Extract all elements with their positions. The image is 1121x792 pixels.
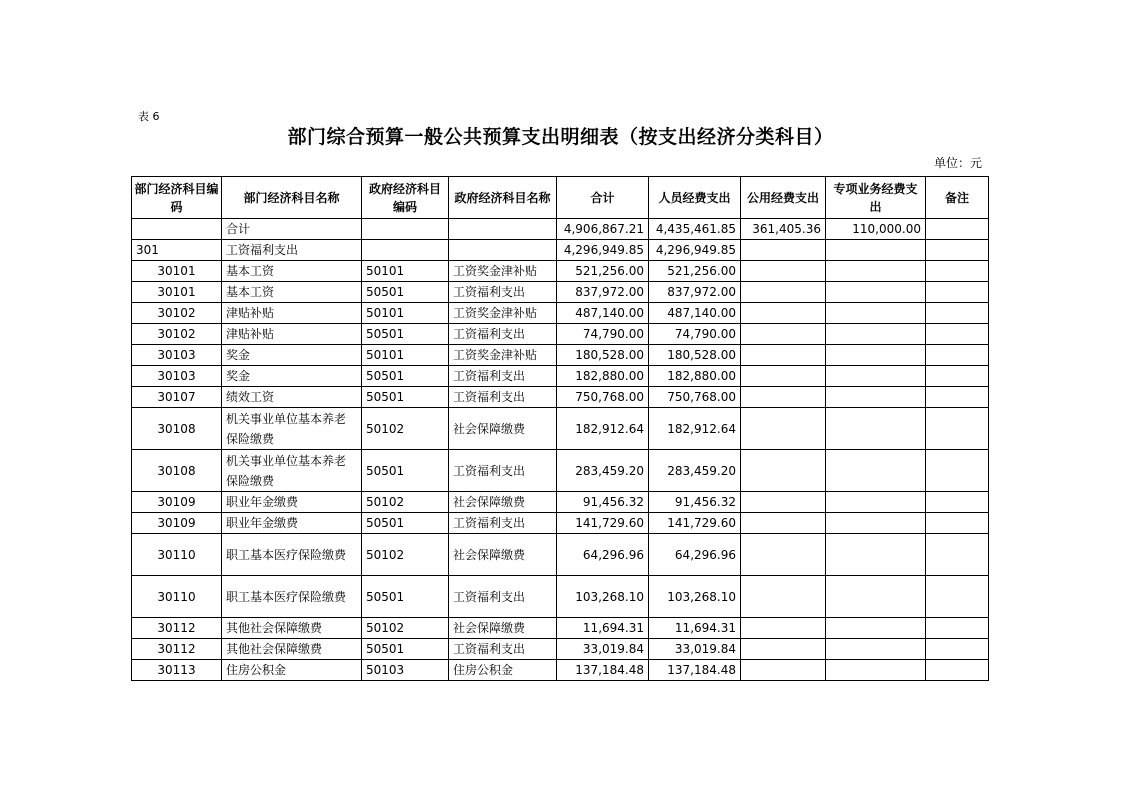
row-personnel: 91,456.32 [649, 492, 741, 513]
summary-gov-code-cell [362, 219, 449, 240]
row-gov-code: 50102 [362, 492, 449, 513]
table-row [132, 660, 989, 681]
row-special [826, 345, 926, 366]
row-remark [926, 576, 989, 618]
header-gov-name: 政府经济科目名称 [449, 177, 557, 219]
row-special [826, 366, 926, 387]
row-dept-code: 30102 [132, 303, 222, 324]
table-row [132, 303, 989, 324]
row-dept-name: 职工基本医疗保险缴费 [222, 576, 362, 618]
row-dept-code: 30113 [132, 660, 222, 681]
row-special [826, 513, 926, 534]
row-gov-name: 工资福利支出 [449, 324, 557, 345]
row-remark [926, 261, 989, 282]
row-total: 33,019.84 [557, 639, 649, 660]
row-personnel: 182,880.00 [649, 366, 741, 387]
row-total: 180,528.00 [557, 345, 649, 366]
row-remark [926, 345, 989, 366]
summary-code-cell [132, 219, 222, 240]
row-total: 64,296.96 [557, 534, 649, 576]
row-total: 91,456.32 [557, 492, 649, 513]
row-dept-name: 职业年金缴费 [222, 513, 362, 534]
row-special [826, 492, 926, 513]
row-remark [926, 513, 989, 534]
row-public [741, 261, 826, 282]
row-public [741, 513, 826, 534]
group-personnel: 4,296,949.85 [649, 240, 741, 261]
header-dept-name: 部门经济科目名称 [222, 177, 362, 219]
group-name: 工资福利支出 [222, 240, 362, 261]
header-personnel: 人员经费支出 [649, 177, 741, 219]
row-public [741, 366, 826, 387]
row-gov-name: 社会保障缴费 [449, 534, 557, 576]
row-dept-name: 津贴补贴 [222, 324, 362, 345]
row-total: 750,768.00 [557, 387, 649, 408]
row-public [741, 534, 826, 576]
table-row [132, 534, 989, 576]
row-dept-name: 机关事业单位基本养老保险缴费 [222, 408, 362, 450]
row-remark [926, 366, 989, 387]
row-gov-code: 50103 [362, 660, 449, 681]
summary-label: 合计 [222, 219, 362, 240]
row-special [826, 534, 926, 576]
row-personnel: 180,528.00 [649, 345, 741, 366]
row-personnel: 103,268.10 [649, 576, 741, 618]
row-gov-code: 50101 [362, 303, 449, 324]
row-remark [926, 660, 989, 681]
summary-gov-name-cell [449, 219, 557, 240]
summary-remark-cell [926, 219, 989, 240]
row-remark [926, 387, 989, 408]
row-gov-code: 50101 [362, 345, 449, 366]
row-special [826, 282, 926, 303]
group-special-cell [826, 240, 926, 261]
row-gov-name: 工资奖金津补贴 [449, 303, 557, 324]
row-gov-code: 50501 [362, 639, 449, 660]
table-row [132, 282, 989, 303]
row-gov-name: 社会保障缴费 [449, 408, 557, 450]
group-row [132, 240, 989, 261]
row-personnel: 11,694.31 [649, 618, 741, 639]
row-dept-code: 30112 [132, 639, 222, 660]
row-remark [926, 534, 989, 576]
row-dept-name: 基本工资 [222, 282, 362, 303]
row-personnel: 64,296.96 [649, 534, 741, 576]
row-special [826, 618, 926, 639]
table-number: 表 6 [138, 110, 160, 123]
header-remark: 备注 [926, 177, 989, 219]
table-row [132, 576, 989, 618]
row-public [741, 303, 826, 324]
row-public [741, 576, 826, 618]
row-dept-name: 基本工资 [222, 261, 362, 282]
table-row [132, 324, 989, 345]
row-gov-code: 50501 [362, 576, 449, 618]
row-gov-name: 住房公积金 [449, 660, 557, 681]
row-dept-code: 30108 [132, 450, 222, 492]
row-gov-name: 工资奖金津补贴 [449, 261, 557, 282]
row-remark [926, 303, 989, 324]
row-personnel: 750,768.00 [649, 387, 741, 408]
row-gov-code: 50501 [362, 282, 449, 303]
table-row [132, 450, 989, 492]
row-total: 103,268.10 [557, 576, 649, 618]
row-gov-code: 50501 [362, 366, 449, 387]
row-public [741, 660, 826, 681]
table-row [132, 261, 989, 282]
row-personnel: 137,184.48 [649, 660, 741, 681]
row-gov-name: 工资福利支出 [449, 282, 557, 303]
row-gov-code: 50102 [362, 408, 449, 450]
row-remark [926, 639, 989, 660]
row-remark [926, 618, 989, 639]
page-title: 部门综合预算一般公共预算支出明细表（按支出经济分类科目） [287, 126, 834, 148]
row-personnel: 74,790.00 [649, 324, 741, 345]
group-remark-cell [926, 240, 989, 261]
row-dept-name: 职工基本医疗保险缴费 [222, 534, 362, 576]
row-public [741, 282, 826, 303]
row-special [826, 450, 926, 492]
row-gov-code: 50101 [362, 261, 449, 282]
row-dept-code: 30112 [132, 618, 222, 639]
summary-total: 4,906,867.21 [557, 219, 649, 240]
table-row [132, 639, 989, 660]
summary-personnel: 4,435,461.85 [649, 219, 741, 240]
row-dept-code: 30103 [132, 366, 222, 387]
row-special [826, 303, 926, 324]
row-dept-code: 30108 [132, 408, 222, 450]
header-gov-code: 政府经济科目编码 [362, 177, 449, 219]
header-row [132, 177, 989, 219]
header-dept-code: 部门经济科目编码 [132, 177, 222, 219]
row-dept-name: 奖金 [222, 345, 362, 366]
row-dept-code: 30102 [132, 324, 222, 345]
row-remark [926, 492, 989, 513]
table-row [132, 345, 989, 366]
row-gov-code: 50501 [362, 513, 449, 534]
row-dept-code: 30109 [132, 513, 222, 534]
row-dept-code: 30101 [132, 261, 222, 282]
group-public-cell [741, 240, 826, 261]
row-dept-name: 奖金 [222, 366, 362, 387]
row-dept-code: 30110 [132, 576, 222, 618]
row-dept-code: 30110 [132, 534, 222, 576]
row-remark [926, 282, 989, 303]
row-special [826, 261, 926, 282]
row-total: 487,140.00 [557, 303, 649, 324]
row-public [741, 345, 826, 366]
row-gov-code: 50501 [362, 324, 449, 345]
row-dept-name: 住房公积金 [222, 660, 362, 681]
row-total: 74,790.00 [557, 324, 649, 345]
row-gov-name: 工资福利支出 [449, 639, 557, 660]
row-personnel: 33,019.84 [649, 639, 741, 660]
row-gov-name: 工资奖金津补贴 [449, 345, 557, 366]
row-special [826, 660, 926, 681]
group-gov-code-cell [362, 240, 449, 261]
table-row [132, 366, 989, 387]
summary-row [132, 219, 989, 240]
row-gov-code: 50102 [362, 534, 449, 576]
summary-public: 361,405.36 [741, 219, 826, 240]
unit-label: 单位：元 [934, 156, 983, 170]
row-dept-name: 其他社会保障缴费 [222, 639, 362, 660]
row-remark [926, 324, 989, 345]
row-total: 521,256.00 [557, 261, 649, 282]
table-row [132, 513, 989, 534]
row-special [826, 639, 926, 660]
row-gov-code: 50501 [362, 450, 449, 492]
row-personnel: 141,729.60 [649, 513, 741, 534]
row-gov-name: 工资福利支出 [449, 387, 557, 408]
table-row [132, 387, 989, 408]
header-total: 合计 [557, 177, 649, 219]
row-personnel: 837,972.00 [649, 282, 741, 303]
header-public: 公用经费支出 [741, 177, 826, 219]
table-row [132, 618, 989, 639]
table-row [132, 408, 989, 450]
row-dept-code: 30101 [132, 282, 222, 303]
summary-special: 110,000.00 [826, 219, 926, 240]
row-dept-name: 职业年金缴费 [222, 492, 362, 513]
row-total: 137,184.48 [557, 660, 649, 681]
row-total: 11,694.31 [557, 618, 649, 639]
row-personnel: 182,912.64 [649, 408, 741, 450]
row-gov-code: 50102 [362, 618, 449, 639]
row-gov-name: 工资福利支出 [449, 576, 557, 618]
header-special: 专项业务经费支出 [826, 177, 926, 219]
row-total: 182,912.64 [557, 408, 649, 450]
row-special [826, 387, 926, 408]
row-gov-name: 社会保障缴费 [449, 492, 557, 513]
row-personnel: 487,140.00 [649, 303, 741, 324]
row-public [741, 450, 826, 492]
row-dept-code: 30103 [132, 345, 222, 366]
row-gov-name: 社会保障缴费 [449, 618, 557, 639]
row-public [741, 387, 826, 408]
table-row [132, 492, 989, 513]
row-public [741, 639, 826, 660]
row-dept-name: 绩效工资 [222, 387, 362, 408]
expenditure-table [131, 176, 989, 681]
row-gov-name: 工资福利支出 [449, 366, 557, 387]
row-public [741, 408, 826, 450]
row-total: 283,459.20 [557, 450, 649, 492]
row-gov-name: 工资福利支出 [449, 513, 557, 534]
row-gov-code: 50501 [362, 387, 449, 408]
group-total: 4,296,949.85 [557, 240, 649, 261]
row-personnel: 283,459.20 [649, 450, 741, 492]
row-dept-code: 30109 [132, 492, 222, 513]
row-total: 837,972.00 [557, 282, 649, 303]
row-dept-name: 机关事业单位基本养老保险缴费 [222, 450, 362, 492]
row-gov-name: 工资福利支出 [449, 450, 557, 492]
row-special [826, 576, 926, 618]
row-total: 182,880.00 [557, 366, 649, 387]
group-code: 301 [132, 240, 222, 261]
row-dept-name: 津贴补贴 [222, 303, 362, 324]
row-public [741, 324, 826, 345]
row-total: 141,729.60 [557, 513, 649, 534]
row-special [826, 324, 926, 345]
row-special [826, 408, 926, 450]
row-personnel: 521,256.00 [649, 261, 741, 282]
row-public [741, 492, 826, 513]
row-remark [926, 408, 989, 450]
row-dept-code: 30107 [132, 387, 222, 408]
row-remark [926, 450, 989, 492]
group-gov-name-cell [449, 240, 557, 261]
row-dept-name: 其他社会保障缴费 [222, 618, 362, 639]
row-public [741, 618, 826, 639]
